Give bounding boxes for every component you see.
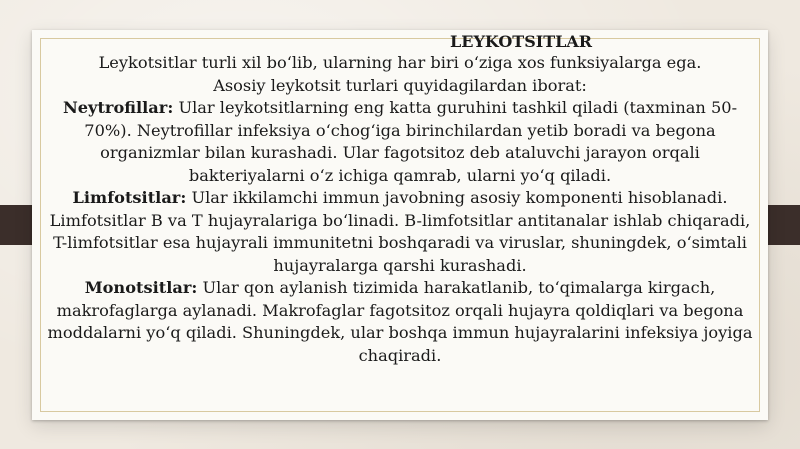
slide-content (46, 30, 754, 367)
slide-title: LEYKOTSITLAR (450, 32, 593, 51)
section-text: Ular qon aylanish tizimida harakatlanib, to‘qimalarga kirgach, makrofaglarga aylanadi. Makrofaglar fagotsitoz orqali hujayra qoldiqlari va begona moddalarni yo‘q qiladi. Shuningdek, ular boshqa immun hujayralarini infeksiya joyiga chaqiradi. (47, 278, 753, 365)
section-monotsitlar (46, 277, 754, 367)
intro-line-1: Leykotsitlar turli xil bo‘lib, ularning har biri o‘ziga xos funksiyalarga ega. (98, 53, 702, 72)
section-neytrofillar (46, 97, 754, 187)
section-text: Ular leykotsitlarning eng katta guruhini tashkil qiladi (taxminan 50-70%). Neytrofillar infeksiya o‘chog‘iga birinchilardan yetib boradi va begona organizmlar bilan kurashadi. Ular fagotsitoz deb ataluvchi jarayon orqali bakteriyalarni o‘z ichiga qamrab, ularni yo‘q qiladi. (84, 98, 738, 185)
section-text: Ular ikkilamchi immun javobning asosiy komponenti hisoblanadi. Limfotsitlar B va T hujayralariga bo‘linadi. B-limfotsitlar antitanalar ishlab chiqaradi, T-limfotsitlar esa hujayrali immunitetni boshqaradi va viruslar, shuningdek, o‘simtali hujayralarga qarshi kurashadi. (49, 188, 751, 275)
section-heading: Monotsitlar: (84, 278, 198, 297)
section-heading: Limfotsitlar: (72, 188, 187, 207)
slide-card (32, 30, 768, 420)
section-heading: Neytrofillar: (62, 98, 174, 117)
intro-line-2: Asosiy leykotsit turlari quyidagilardan iborat: (213, 75, 587, 95)
section-limfotsitlar (46, 187, 754, 277)
